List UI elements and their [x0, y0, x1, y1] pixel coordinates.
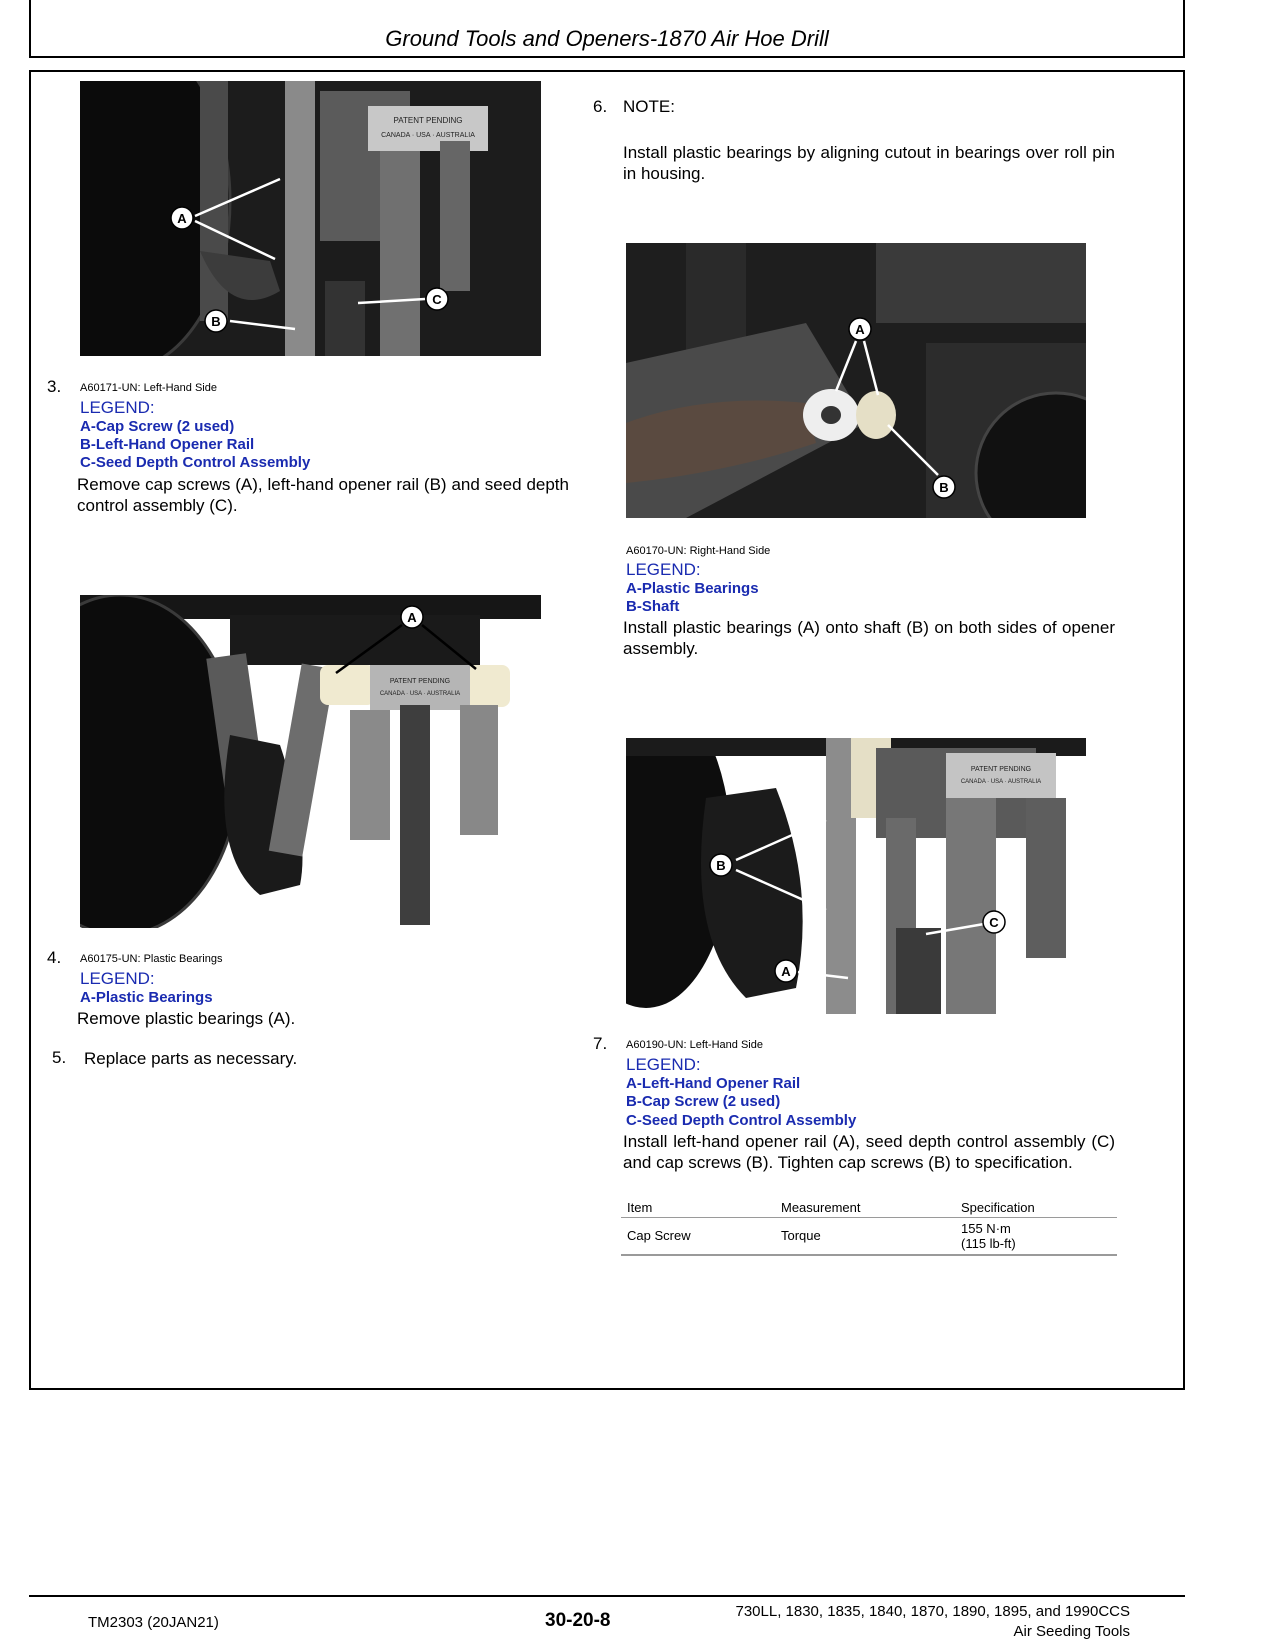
- legend-item: C-Seed Depth Control Assembly: [626, 1112, 857, 1129]
- step-number: 3.: [47, 377, 62, 396]
- footer-divider: [29, 1595, 1185, 1597]
- legend-title: LEGEND:: [626, 1055, 701, 1074]
- legend-item: A-Plastic Bearings: [626, 580, 759, 597]
- legend-item: A-Plastic Bearings: [80, 989, 213, 1006]
- column-header: Specification: [955, 1197, 1117, 1218]
- step-number: 6.: [593, 97, 608, 116]
- patent-plate-text: CANADA · USA · AUSTRALIA: [379, 691, 461, 697]
- page-title: Ground Tools and Openers-1870 Air Hoe Drill: [385, 26, 829, 51]
- note-text: Install plastic bearings by aligning cutout in bearings over roll pin in housing.: [623, 143, 1115, 183]
- callout-a: A: [177, 211, 187, 226]
- step-number: 5.: [52, 1048, 67, 1067]
- document-id: TM2303 (20JAN21): [88, 1614, 219, 1631]
- figure-caption: A60190-UN: Left-Hand Side: [626, 1039, 763, 1051]
- footer-models: [735, 1602, 1130, 1642]
- legend-item: C-Seed Depth Control Assembly: [80, 454, 311, 471]
- table-cell-specification: [955, 1218, 1117, 1256]
- photo-plastic-bearings: [80, 595, 541, 928]
- legend-item: A-Left-Hand Opener Rail: [626, 1075, 801, 1092]
- step-number: 7.: [593, 1034, 608, 1053]
- figure-caption: A60171-UN: Left-Hand Side: [80, 382, 217, 394]
- callout-b: B: [716, 858, 726, 873]
- patent-plate-text: PATENT PENDING: [970, 766, 1032, 773]
- callout-a: A: [781, 964, 791, 979]
- legend-item: B-Cap Screw (2 used): [626, 1093, 781, 1110]
- section-name: Air Seeding Tools: [1013, 1623, 1130, 1640]
- callout-b: B: [211, 314, 221, 329]
- note-label: NOTE:: [623, 97, 675, 116]
- legend-title: LEGEND:: [80, 969, 155, 988]
- callout-c: C: [432, 292, 442, 307]
- spec-value-metric: 155 N·m: [961, 1221, 1011, 1236]
- figure-caption: A60170-UN: Right-Hand Side: [626, 545, 771, 557]
- step-instruction: Install left-hand opener rail (A), seed depth control assembly (C) and cap screws (B). Tighten cap screws (B) to specification.: [623, 1132, 1115, 1172]
- photo-left-hand-side-removal: [80, 81, 541, 356]
- patent-plate-text: CANADA · USA · AUSTRALIA: [381, 132, 475, 139]
- spec-value-imperial: (115 lb-ft): [961, 1236, 1016, 1251]
- table-row: [621, 1218, 1117, 1256]
- callout-c: C: [989, 915, 999, 930]
- torque-spec-table: [621, 1197, 1117, 1256]
- legend-title: LEGEND:: [626, 560, 701, 579]
- column-header: Measurement: [775, 1197, 955, 1218]
- table-header-row: [621, 1197, 1117, 1218]
- model-list: 730LL, 1830, 1835, 1840, 1870, 1890, 1895, and 1990CCS: [735, 1603, 1130, 1620]
- photo-right-hand-side-bearings: [626, 243, 1086, 518]
- step-instruction: Remove cap screws (A), left-hand opener rail (B) and seed depth control assembly (C).: [77, 475, 569, 515]
- patent-plate-text: CANADA · USA · AUSTRALIA: [960, 779, 1042, 785]
- legend-item: B-Shaft: [626, 598, 680, 615]
- page-number: 30-20-8: [545, 1610, 611, 1631]
- legend-title: LEGEND:: [80, 398, 155, 417]
- legend-item: A-Cap Screw (2 used): [80, 418, 235, 435]
- callout-b: B: [939, 480, 949, 495]
- step-instruction: Remove plastic bearings (A).: [77, 1009, 296, 1028]
- patent-plate-text: PATENT PENDING: [393, 116, 463, 125]
- legend-item: B-Left-Hand Opener Rail: [80, 436, 255, 453]
- step-number: 4.: [47, 948, 62, 967]
- photo-left-hand-side-install: [626, 738, 1086, 1014]
- step-instruction: Install plastic bearings (A) onto shaft (B) on both sides of opener assembly.: [623, 618, 1115, 658]
- patent-plate-text: PATENT PENDING: [389, 678, 451, 685]
- table-cell-measurement: Torque: [775, 1218, 955, 1256]
- callout-a: A: [407, 610, 417, 625]
- callout-a: A: [855, 322, 865, 337]
- figure-caption: A60175-UN: Plastic Bearings: [80, 953, 223, 965]
- step-instruction: Replace parts as necessary.: [84, 1049, 298, 1068]
- column-header: Item: [621, 1197, 775, 1218]
- table-cell-item: Cap Screw: [621, 1218, 775, 1256]
